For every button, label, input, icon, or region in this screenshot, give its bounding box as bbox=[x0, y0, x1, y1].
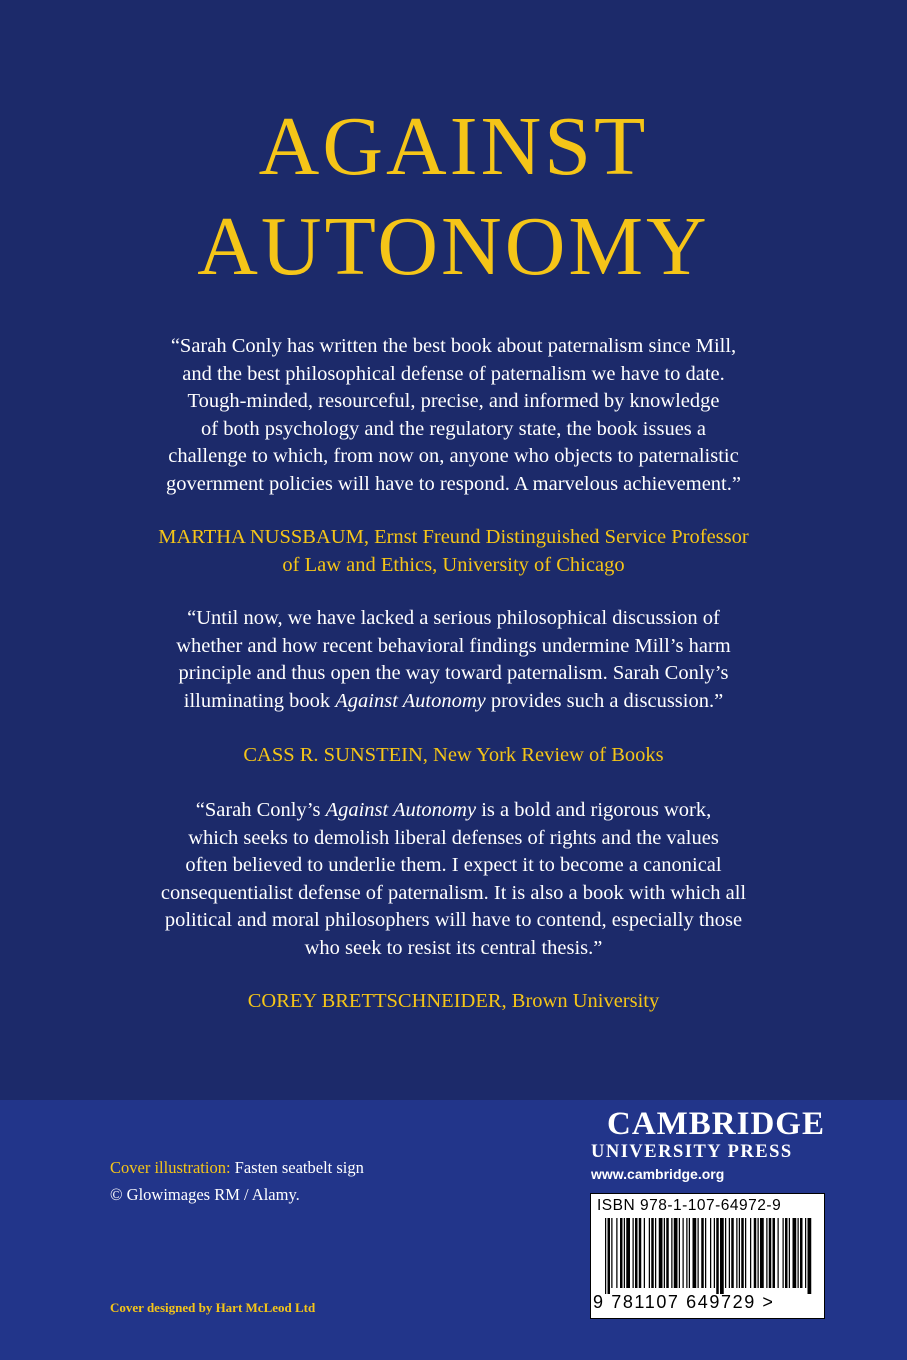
barcode-bar bbox=[611, 1218, 612, 1288]
quote-line: “Until now, we have lacked a serious philosophical discussion of bbox=[187, 607, 720, 629]
blurb-1-attribution bbox=[80, 524, 827, 579]
barcode-bar bbox=[651, 1218, 654, 1288]
barcode-bar bbox=[689, 1218, 690, 1288]
barcode-bar bbox=[616, 1218, 617, 1288]
barcode-bar bbox=[683, 1218, 684, 1288]
blurb-1-quote bbox=[100, 333, 807, 498]
title-line-2: AUTONOMY bbox=[197, 200, 710, 293]
barcode-bar bbox=[649, 1218, 650, 1288]
barcode-bar bbox=[778, 1218, 779, 1288]
barcode-bar bbox=[659, 1218, 663, 1288]
barcode-bar bbox=[729, 1218, 730, 1288]
illustration-label: Cover illustration: bbox=[110, 1158, 231, 1177]
quote-text: provides such a discussion.” bbox=[485, 689, 724, 712]
barcode-bar bbox=[714, 1218, 715, 1288]
barcode-bar bbox=[798, 1218, 799, 1288]
publisher-logo bbox=[585, 1107, 825, 1185]
barcode-bar bbox=[626, 1218, 630, 1288]
blurb-author: COREY BRETTSCHNEIDER bbox=[247, 990, 502, 1012]
barcode-bar bbox=[760, 1218, 764, 1288]
blurb-affiliation: , Brown University bbox=[501, 990, 660, 1012]
barcode-bar bbox=[671, 1218, 672, 1288]
quote-line: government policies will have to respond. A marvelous achievement.” bbox=[166, 472, 741, 495]
designer-credit: Cover designed by Hart McLeod Ltd bbox=[110, 1300, 316, 1315]
barcode-bar bbox=[679, 1218, 680, 1288]
blurb-affiliation: of Law and Ethics, University of Chicago bbox=[282, 553, 625, 576]
blurb-2-attribution bbox=[80, 742, 827, 770]
barcode-bar bbox=[805, 1218, 806, 1288]
barcode-bar bbox=[725, 1218, 726, 1288]
quote-line: “Sarah Conly has written the best book about paternalism since Mill, bbox=[170, 335, 737, 357]
barcode-bar bbox=[655, 1218, 656, 1288]
quote-line: which seeks to demolish liberal defenses of rights and the values bbox=[188, 826, 719, 849]
quote-line: principle and thus open the way toward paternalism. Sarah Conly’s bbox=[178, 662, 729, 684]
blurb-2-quote bbox=[100, 605, 807, 715]
barcode-bar bbox=[608, 1218, 611, 1294]
barcode-bar bbox=[789, 1218, 790, 1288]
barcode-bar bbox=[644, 1218, 645, 1288]
barcode-bar bbox=[674, 1218, 678, 1288]
barcode bbox=[590, 1193, 825, 1319]
barcode-bar bbox=[635, 1218, 638, 1288]
quote-line: political and moral philosophers will have to contend, especially those bbox=[164, 909, 743, 931]
quote-line: consequentialist defense of paternalism. It is also a book with which all bbox=[160, 881, 747, 904]
blurb-author: CASS R. SUNSTEIN bbox=[243, 744, 423, 766]
blurb-affiliation: , New York Review of Books bbox=[422, 744, 664, 766]
isbn-label: ISBN 978-1-107-64972-9 bbox=[597, 1197, 782, 1214]
quote-line bbox=[100, 688, 807, 716]
blurb-3-attribution bbox=[80, 988, 827, 1016]
barcode-bar bbox=[639, 1218, 642, 1288]
barcode-bar bbox=[731, 1218, 734, 1288]
barcode-bar bbox=[793, 1218, 797, 1288]
blurb-3-quote bbox=[100, 797, 807, 962]
barcode-bar bbox=[736, 1218, 737, 1288]
quote-text: “Sarah Conly’s bbox=[195, 799, 326, 821]
barcode-bar bbox=[720, 1218, 724, 1294]
barcode-bar bbox=[745, 1218, 746, 1288]
quote-line bbox=[100, 797, 807, 825]
quote-line: often believed to underlie them. I expect it to become a canonical bbox=[185, 854, 722, 876]
barcode-bar bbox=[698, 1218, 699, 1288]
barcode-bar bbox=[710, 1218, 711, 1288]
barcode-bar bbox=[624, 1218, 625, 1288]
barcode-bar bbox=[666, 1218, 669, 1288]
barcode-bar bbox=[741, 1218, 744, 1288]
quote-line: of both psychology and the regulatory state, the book issues a bbox=[201, 417, 706, 440]
barcode-bar bbox=[754, 1218, 757, 1288]
quote-line: who seek to resist its central thesis.” bbox=[304, 936, 603, 959]
barcode-bar bbox=[739, 1218, 740, 1288]
copyright-credit: © Glowimages RM / Alamy. bbox=[110, 1185, 300, 1204]
quote-line: whether and how recent behavioral findings undermine Mill’s harm bbox=[176, 634, 731, 657]
book-title-italic: Against Autonomy bbox=[325, 799, 477, 821]
barcode-bar bbox=[750, 1218, 751, 1288]
barcode-bar bbox=[701, 1218, 704, 1288]
publisher-name: CAMBRIDGE bbox=[606, 1106, 825, 1142]
blurb-author: MARTHA NUSSBAUM bbox=[158, 526, 364, 548]
barcode-digits: 9 781107 649729 > bbox=[593, 1292, 775, 1312]
barcode-bar bbox=[716, 1218, 719, 1294]
barcode-bar bbox=[705, 1218, 706, 1288]
barcode-bar bbox=[800, 1218, 803, 1288]
title-line-1: AGAINST bbox=[258, 100, 649, 193]
illustration-value: Fasten seatbelt sign bbox=[230, 1158, 364, 1177]
quote-line: Tough-minded, resourceful, precise, and informed by knowledge bbox=[187, 390, 720, 412]
barcode-bar bbox=[633, 1218, 634, 1288]
barcode-bar bbox=[766, 1218, 767, 1288]
barcode-bar bbox=[620, 1218, 623, 1288]
quote-line: challenge to which, from now on, anyone who objects to paternalistic bbox=[168, 445, 739, 467]
barcode-bar bbox=[773, 1218, 776, 1288]
publisher-subname: UNIVERSITY PRESS bbox=[591, 1142, 793, 1162]
book-title-italic: Against Autonomy bbox=[335, 689, 486, 712]
barcode-bar bbox=[693, 1218, 697, 1288]
blurb-affiliation: , Ernst Freund Distinguished Service Professor bbox=[363, 526, 749, 548]
barcode-bar bbox=[783, 1218, 784, 1288]
quote-text: is a bold and rigorous work, bbox=[476, 799, 712, 821]
barcode-bar bbox=[769, 1218, 772, 1288]
barcode-bar bbox=[785, 1218, 788, 1288]
barcode-bar bbox=[808, 1218, 812, 1294]
quote-line: and the best philosophical defense of paternalism we have to date. bbox=[182, 362, 725, 385]
quote-text: illuminating book bbox=[183, 689, 336, 712]
cover-illustration-credit bbox=[110, 1155, 364, 1181]
barcode-bar bbox=[605, 1218, 606, 1294]
publisher-url: www.cambridge.org bbox=[591, 1166, 725, 1182]
barcode-bar bbox=[758, 1218, 759, 1288]
barcode-bar bbox=[686, 1218, 687, 1288]
barcode-bar bbox=[664, 1218, 665, 1288]
